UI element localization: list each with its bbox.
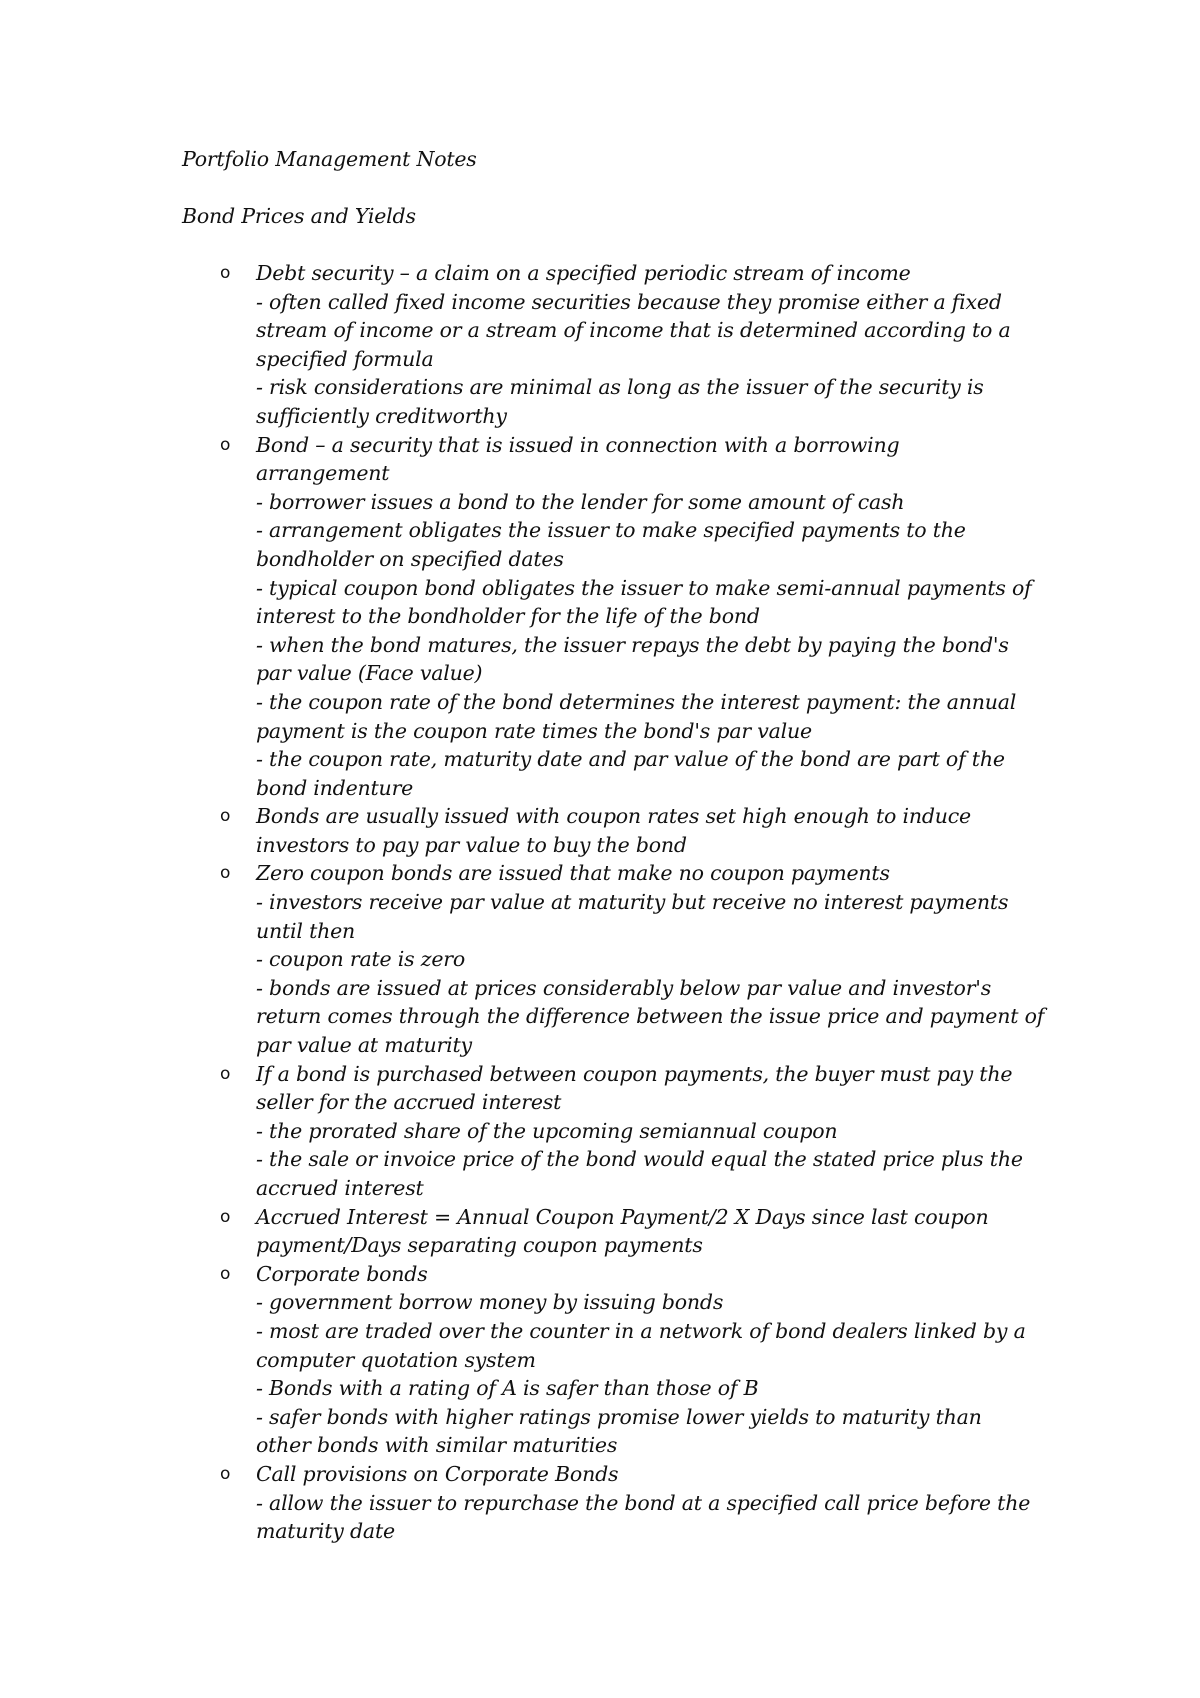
bullet-text-line: other bonds with similar maturities xyxy=(256,1433,618,1458)
bullet-heading-line: Zero coupon bonds are issued that make no coupon payments xyxy=(256,861,890,886)
bullet-item xyxy=(182,1460,1042,1546)
bullet-text-line: - arrangement obligates the issuer to make specified payments to the xyxy=(256,518,966,543)
bullet-heading-line: Bonds are usually issued with coupon rates set high enough to induce xyxy=(256,804,971,829)
bullet-marker-icon: o xyxy=(220,1206,231,1227)
bullet-text-line: - often called fixed income securities because they promise either a fixed xyxy=(256,289,1002,314)
bullet-marker-icon: o xyxy=(220,263,231,283)
bullet-text-line: payment/Days separating coupon payments xyxy=(256,1233,703,1258)
bullet-heading-line: Debt security – a claim on a specified periodic stream of income xyxy=(256,261,911,285)
bullet-item xyxy=(182,859,1045,1059)
bullet-item xyxy=(182,431,1042,803)
bullet-text-line: maturity date xyxy=(256,1519,395,1544)
bullet-heading-line: Corporate bonds xyxy=(256,1261,428,1286)
bullet-text-line: bond indenture xyxy=(256,775,414,800)
bullet-text-line: payment is the coupon rate times the bond's par value xyxy=(256,718,812,743)
bullet-text-line: bondholder on specified dates xyxy=(256,546,564,571)
bullet-heading-line: If a bond is purchased between coupon payments, the buyer must pay the xyxy=(256,1061,1013,1086)
bullet-text-line: - investors receive par value at maturity but receive no interest payments xyxy=(256,890,1009,915)
bullet-text-line: return comes through the difference between the issue price and payment of xyxy=(256,1004,1045,1029)
bullet-text-line: - Bonds with a rating of A is safer than those of B xyxy=(256,1376,759,1401)
bullet-heading-line: Bond – a security that is issued in connection with a borrowing xyxy=(256,432,900,457)
bullet-item xyxy=(182,1203,1042,1260)
bullet-text-line: - coupon rate is zero xyxy=(256,947,466,972)
bullet-text-line: par value at maturity xyxy=(256,1033,472,1058)
section-title: Bond Prices and Yields xyxy=(182,204,416,228)
document-body xyxy=(182,145,1045,1546)
bullet-text-line: interest to the bondholder for the life of the bond xyxy=(256,604,760,629)
bullet-item xyxy=(182,259,1042,431)
bullet-text-line: - when the bond matures, the issuer repays the debt by paying the bond's xyxy=(256,632,1009,657)
bullet-text-line: stream of income or a stream of income that is determined according to a xyxy=(256,318,1011,343)
bullet-marker-icon: o xyxy=(220,1263,231,1284)
bullet-text-line: until then xyxy=(256,918,356,943)
bullet-text-line: arrangement xyxy=(256,461,390,486)
bullet-item xyxy=(182,1260,1042,1460)
bullet-text-line: seller for the accrued interest xyxy=(256,1090,562,1115)
bullet-text-line: par value (Face value) xyxy=(256,661,483,686)
bullet-text-line: sufficiently creditworthy xyxy=(256,403,507,428)
bullet-item xyxy=(182,802,1042,859)
bullet-heading-line: Call provisions on Corporate Bonds xyxy=(256,1461,619,1486)
bullet-list xyxy=(182,259,1045,1546)
bullet-marker-icon: o xyxy=(220,1063,231,1084)
bullet-text-line: - the coupon rate of the bond determines the interest payment: the annual xyxy=(256,689,1017,714)
bullet-item xyxy=(182,1060,1042,1203)
bullet-text-line: - the prorated share of the upcoming semiannual coupon xyxy=(256,1118,838,1143)
bullet-text-line: - most are traded over the counter in a network of bond dealers linked by a xyxy=(256,1318,1026,1343)
bullet-text-line: - the coupon rate, maturity date and par value of the bond are part of the xyxy=(256,747,1005,772)
bullet-marker-icon: o xyxy=(220,863,231,884)
bullet-marker-icon: o xyxy=(220,806,231,827)
bullet-text-line: accrued interest xyxy=(256,1176,424,1200)
bullet-heading-line: Accrued Interest = Annual Coupon Payment/2 X Days since last coupon xyxy=(256,1204,989,1229)
bullet-marker-icon: o xyxy=(220,434,231,455)
bullet-text-line: - the sale or invoice price of the bond would equal the stated price plus the xyxy=(256,1147,1023,1172)
document-title: Portfolio Management Notes xyxy=(182,147,477,171)
bullet-text-line: - typical coupon bond obligates the issuer to make semi-annual payments of xyxy=(256,575,1032,600)
bullet-text-line: - government borrow money by issuing bonds xyxy=(256,1290,724,1315)
bullet-text-line: investors to pay par value to buy the bond xyxy=(256,832,687,857)
bullet-marker-icon: o xyxy=(220,1463,231,1484)
bullet-text-line: - safer bonds with higher ratings promise lower yields to maturity than xyxy=(256,1404,982,1429)
bullet-text-line: - risk considerations are minimal as long as the issuer of the security is xyxy=(256,375,984,400)
bullet-text-line: - bonds are issued at prices considerably below par value and investor's xyxy=(256,975,992,1000)
bullet-text-line: - borrower issues a bond to the lender for some amount of cash xyxy=(256,489,905,514)
bullet-text-line: specified formula xyxy=(256,346,434,371)
bullet-text-line: computer quotation system xyxy=(256,1347,536,1372)
bullet-text-line: - allow the issuer to repurchase the bond at a specified call price before the xyxy=(256,1490,1031,1515)
